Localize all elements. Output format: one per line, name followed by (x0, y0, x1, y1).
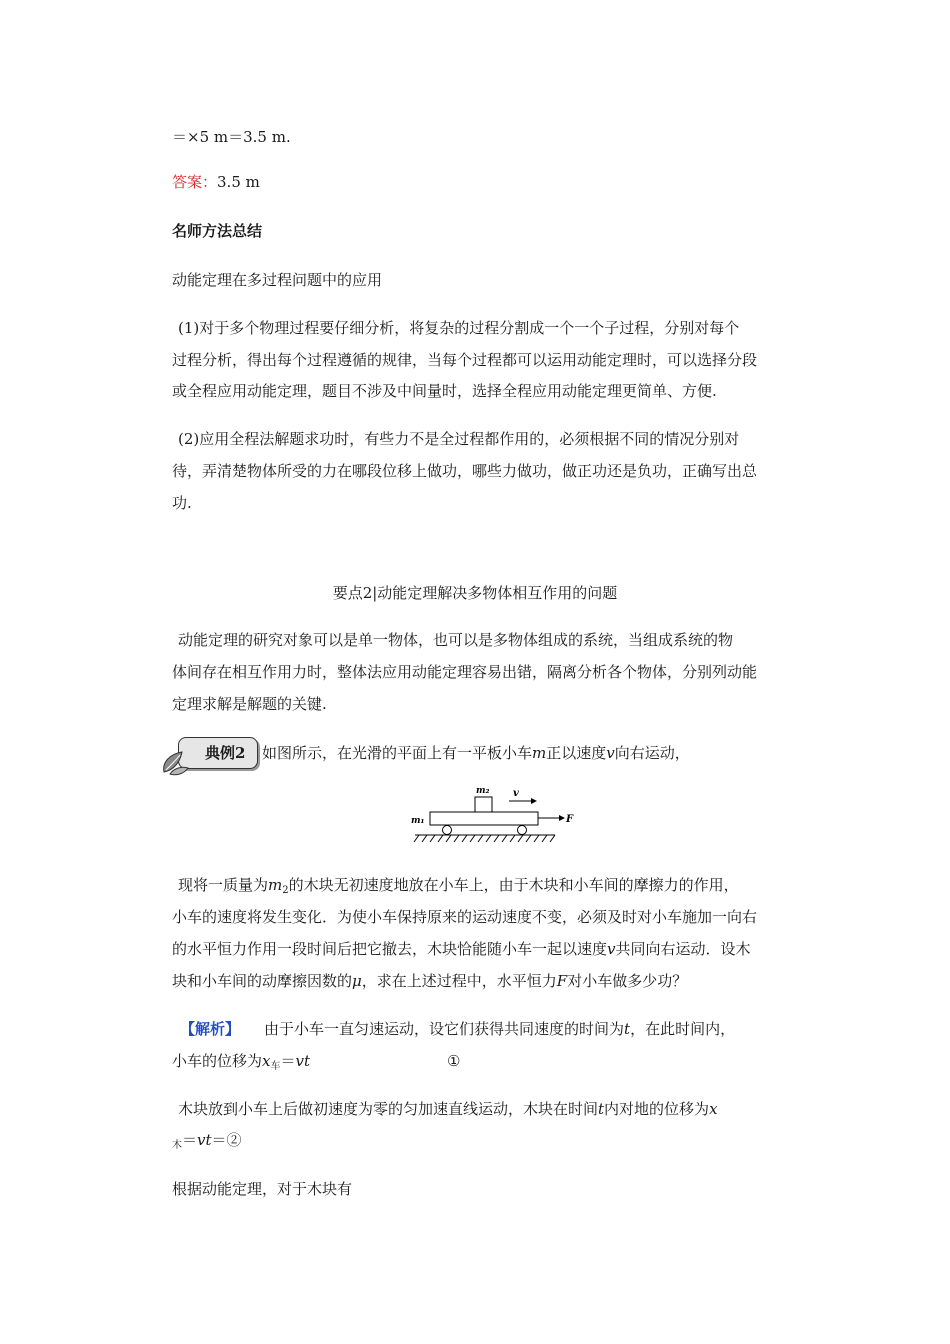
cart-diagram (405, 784, 580, 846)
wheel-left (443, 826, 452, 835)
answer-line (172, 172, 260, 192)
answer-value: 3.5 m (217, 173, 260, 191)
equation-marker-1: ① (447, 1052, 461, 1070)
label-m2: m₂ (476, 786, 490, 796)
label-v: v (513, 788, 519, 799)
para2-line1: (2)应用全程法解题求功时，有些力不是全过程都作用的，必须根据不同的情况分别对 (178, 430, 740, 448)
para1-line1: (1)对于多个物理过程要仔细分析，将复杂的过程分割成一个一个子过程，分别对每个 (178, 319, 740, 337)
example-label: 典例2 (205, 744, 246, 762)
solution-line4: $_木$＝vt＝② (172, 1131, 242, 1151)
line-result: ＝×5 m＝3.5 m. (172, 128, 291, 146)
solution-line5: 根据动能定理，对于木块有 (172, 1180, 353, 1198)
para1-line3: 或全程应用动能定理，题目不涉及中间量时，选择全程应用动能定理更简单、方便. (172, 382, 717, 400)
para2-line2: 待，弄清楚物体所受的力在哪段位移上做功，哪些力做功，做正功还是负功，正确写出总 (172, 462, 758, 480)
para2-line3: 功. (172, 494, 192, 512)
ground-hatch (414, 835, 555, 842)
question-line1: 现将一质量为$m_2$的木块无初速度地放在小车上，由于木块和小车间的摩擦力的作用， (178, 876, 739, 896)
section-title: 要点2|动能定理解决多物体相互作用的问题 (332, 584, 618, 602)
solution-label: 【解析】 (180, 1020, 241, 1038)
method-subtitle: 动能定理在多过程问题中的应用 (172, 271, 383, 289)
question-line4: 块和小车间的动摩擦因数的μ，求在上述过程中，水平恒力F对小车做多少功？ (172, 972, 688, 990)
section-line1: 动能定理的研究对象可以是单一物体，也可以是多物体组成的系统，当组成系统的物 (178, 631, 734, 649)
solution-line1: 【解析】 由于小车一直匀速运动，设它们获得共同速度的时间为t，在此时间内， (180, 1020, 736, 1038)
solution-line2: 小车的位移为$x_车=vt$ (172, 1052, 311, 1072)
method-title: 名师方法总结 (172, 222, 263, 240)
question-line2: 小车的速度将发生变化．为使小车保持原来的运动速度不变，必须及时对小车施加一向右 (172, 908, 758, 926)
answer-label: 答案： (172, 173, 218, 191)
section-line2: 体间存在相互作用力时，整体法应用动能定理容易出错，隔离分析各个物体，分别列动能 (172, 663, 758, 681)
question-line3: 的水平恒力作用一段时间后把它撤去，木块恰能随小车一起以速度v共同向右运动．设木 (172, 940, 751, 958)
label-F: F (566, 814, 574, 825)
cart-m1 (430, 812, 538, 825)
label-m1: m₁ (411, 816, 425, 826)
example-line: 如图所示，在光滑的平面上有一平板小车m正以速度v向右运动， (262, 744, 690, 762)
section-line3: 定理求解是解题的关键. (172, 695, 327, 713)
leaf-icon (160, 748, 190, 776)
block-m2 (475, 797, 492, 812)
para1-line2: 过程分析，得出每个过程遵循的规律，当每个过程都可以运用动能定理时，可以选择分段 (172, 351, 758, 369)
wheel-right (518, 826, 527, 835)
solution-line3: 木块放到小车上后做初速度为零的匀加速直线运动，木块在时间t内对地的位移为x (178, 1100, 718, 1118)
